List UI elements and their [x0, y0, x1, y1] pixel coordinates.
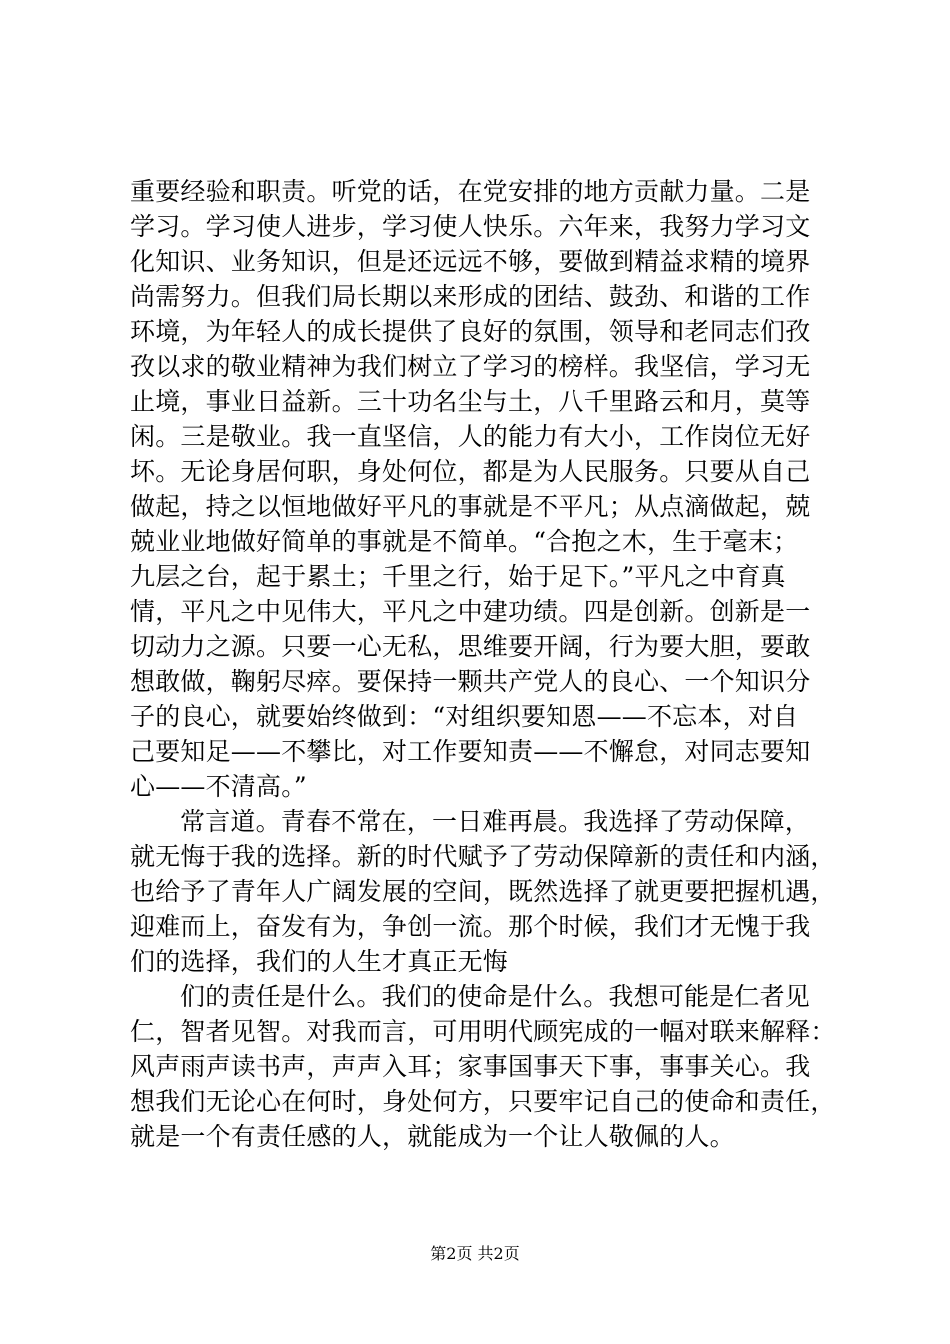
text-line: 子的良心，就要始终做到：“对组织要知恩——不忘本，对自	[130, 702, 799, 731]
text-line: 闲。三是敬业。我一直坚信，人的能力有大小，工作岗位无好	[130, 422, 811, 451]
page-footer: 第2页 共2页	[430, 1244, 520, 1263]
text-line: 孜以求的敬业精神为我们树立了学习的榜样。我坚信，学习无	[130, 352, 811, 381]
text-line: 化知识、业务知识，但是还远远不够，要做到精益求精的境界	[130, 247, 811, 276]
text-line: 九层之台，起于累土；千里之行，始于足下。”平凡之中育真	[130, 562, 786, 591]
paragraph-start-line: 们的责任是什么。我们的使命是什么。我想可能是仁者见	[180, 982, 811, 1011]
text-line: 己要知足——不攀比，对工作要知责——不懈怠，对同志要知	[130, 737, 811, 766]
text-line: 想我们无论心在何时，身处何方，只要牢记自己的使命和责任，	[130, 1087, 836, 1116]
paragraph-start-line: 常言道。青春不常在，一日难再晨。我选择了劳动保障，	[180, 807, 811, 836]
text-line: 做起，持之以恒地做好平凡的事就是不平凡；从点滴做起，兢	[130, 492, 811, 521]
body-text	[130, 174, 836, 1154]
text-line: 重要经验和职责。听党的话，在党安排的地方贡献力量。二是	[130, 177, 811, 206]
text-line: 迎难而上，奋发有为，争创一流。那个时候，我们才无愧于我	[130, 912, 811, 941]
text-line: 心——不清高。”	[130, 772, 307, 801]
text-line: 就无悔于我的选择。新的时代赋予了劳动保障新的责任和内涵，	[130, 842, 836, 871]
text-line: 仁，智者见智。对我而言，可用明代顾宪成的一幅对联来解释：	[130, 1017, 836, 1046]
text-line: 也给予了青年人广阔发展的空间，既然选择了就更要把握机遇，	[130, 877, 836, 906]
text-line: 坏。无论身居何职，身处何位，都是为人民服务。只要从自己	[130, 457, 811, 486]
text-line: 尚需努力。但我们局长期以来形成的团结、鼓劲、和谐的工作	[130, 282, 811, 311]
text-line: 们的选择，我们的人生才真正无悔	[130, 947, 509, 976]
text-line: 学习。学习使人进步，学习使人快乐。六年来，我努力学习文	[130, 212, 811, 241]
text-line: 风声雨声读书声，声声入耳；家事国事天下事，事事关心。我	[130, 1052, 811, 1081]
text-line: 情，平凡之中见伟大，平凡之中建功绩。四是创新。创新是一	[130, 597, 811, 626]
text-line: 想敢做，鞠躬尽瘁。要保持一颗共产党人的良心、一个知识分	[130, 667, 811, 696]
text-line: 止境，事业日益新。三十功名尘与土，八千里路云和月，莫等	[130, 387, 811, 416]
text-line: 就是一个有责任感的人，就能成为一个让人敬佩的人。	[130, 1122, 735, 1151]
text-line: 兢业业地做好简单的事就是不简单。“合抱之木，生于毫末；	[130, 527, 799, 556]
text-line: 切动力之源。只要一心无私，思维要开阔，行为要大胆，要敢	[130, 632, 811, 661]
text-line: 环境，为年轻人的成长提供了良好的氛围，领导和老同志们孜	[130, 317, 811, 346]
